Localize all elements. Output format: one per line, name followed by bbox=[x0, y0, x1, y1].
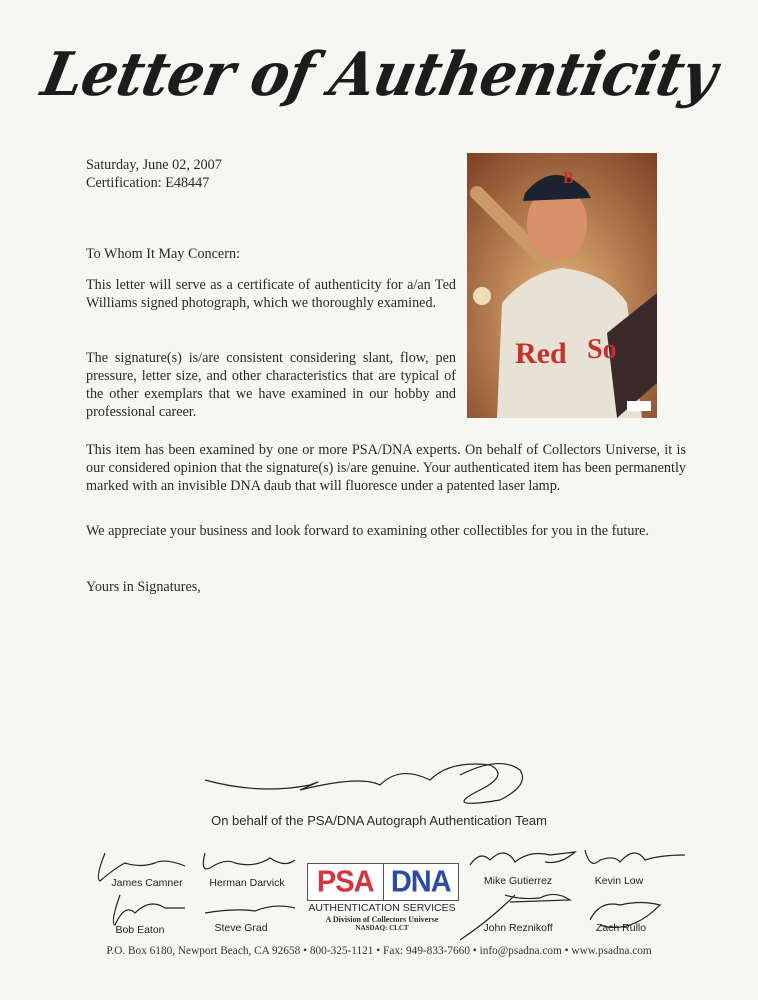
certification-number: Certification: E48447 bbox=[86, 175, 210, 191]
logo-services: AUTHENTICATION SERVICES bbox=[308, 902, 456, 914]
authenticator-name: Steve Grad bbox=[214, 922, 268, 934]
paragraph-3: This item has been examined by one or more PSA/DNA experts. On behalf of Collectors Universe, it is our considered opinion that the signature(s) is/are genuine. Your authenticated item has been permanently marked with an invisible DNA daub that will fluoresce under a patented laser lamp. bbox=[86, 442, 686, 494]
authenticator-name: Mike Gutierrez bbox=[483, 875, 553, 887]
authenticator-name: John Reznikoff bbox=[483, 922, 553, 934]
svg-text:So: So bbox=[587, 334, 617, 365]
main-signature bbox=[200, 755, 560, 815]
paragraph-4: We appreciate your business and look forward to examining other collectibles for you in the future. bbox=[86, 523, 650, 539]
logo-psa: PSA bbox=[308, 863, 384, 901]
letter-date: Saturday, June 02, 2007 bbox=[86, 157, 222, 173]
paragraph-1: This letter will serve as a certificate of authenticity for a/an Ted Williams signed photograph, which we thoroughly examined. bbox=[86, 277, 456, 311]
authenticator-name: Bob Eaton bbox=[115, 924, 165, 936]
psa-dna-logo bbox=[307, 863, 459, 901]
authenticator-name: Kevin Low bbox=[594, 875, 644, 887]
logo-nasdaq: NASDAQ: CLCT bbox=[355, 924, 409, 932]
authenticator-name: James Camner bbox=[111, 877, 183, 889]
svg-text:B: B bbox=[563, 170, 574, 187]
closing: Yours in Signatures, bbox=[86, 579, 201, 595]
authenticator-name: Zach Rullo bbox=[595, 922, 647, 934]
paragraph-2: The signature(s) is/are consistent considering slant, flow, pen pressure, letter size, and other characteristics that are typical of the other exemplars that we have examined in our hobby and professional career. bbox=[86, 350, 456, 420]
letter-title: Letter of Authenticity bbox=[36, 40, 722, 110]
footer-address: P.O. Box 6180, Newport Beach, CA 92658 • 800-325-1121 • Fax: 949-833-7660 • info@psadna.com • www.psadna.com bbox=[106, 945, 652, 957]
ted-williams-photo bbox=[467, 153, 657, 418]
svg-text:Red: Red bbox=[515, 337, 567, 370]
salutation: To Whom It May Concern: bbox=[86, 246, 240, 262]
authenticator-name: Herman Darvick bbox=[209, 877, 285, 889]
logo-dna: DNA bbox=[390, 864, 451, 899]
logo-division: A Division of Collectors Universe bbox=[325, 915, 439, 924]
team-line: On behalf of the PSA/DNA Autograph Authentication Team bbox=[211, 813, 547, 828]
